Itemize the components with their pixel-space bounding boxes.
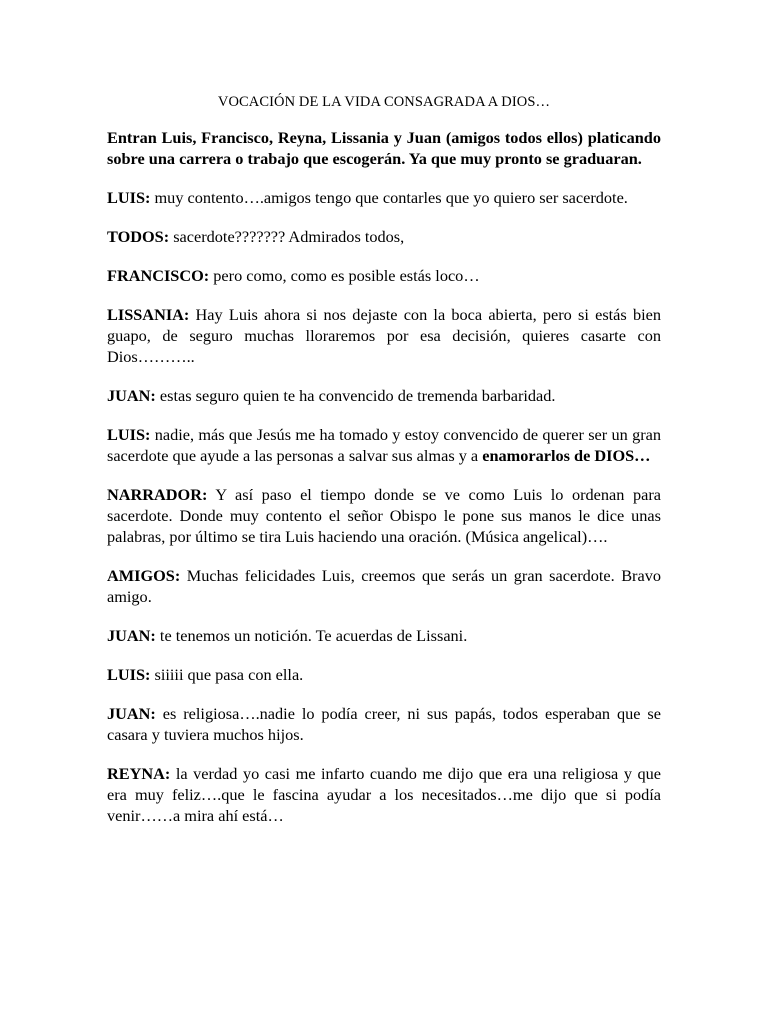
dialogue-text: nadie, más que Jesús me ha tomado y estoy convencido de querer ser un gran sacerdote que ayude a las personas a salvar sus almas y a <box>107 425 661 465</box>
dialogue-text: sacerdote??????? Admirados todos, <box>169 227 405 246</box>
dialogue-text: es religiosa….nadie lo podía creer, ni sus papás, todos esperaban que se casara y tuviera muchos hijos. <box>107 704 661 744</box>
dialogue-line <box>107 565 661 607</box>
emphasized-text: enamorarlos de DIOS… <box>482 446 651 465</box>
dialogue-line <box>107 703 661 745</box>
dialogue-line <box>107 484 661 547</box>
dialogue-line <box>107 625 661 646</box>
speaker-name: AMIGOS: <box>107 566 181 585</box>
dialogue-text: muy contento….amigos tengo que contarles que yo quiero ser sacerdote. <box>150 188 628 207</box>
speaker-name: LISSANIA: <box>107 305 190 324</box>
dialogue-line <box>107 304 661 367</box>
dialogue-text: siiiii que pasa con ella. <box>150 665 304 684</box>
speaker-name: JUAN: <box>107 626 156 645</box>
dialogue-text: Muchas felicidades Luis, creemos que serás un gran sacerdote. Bravo amigo. <box>107 566 661 606</box>
dialogue-text: Hay Luis ahora si nos dejaste con la boca abierta, pero si estás bien guapo, de seguro muchas lloraremos por esa decisión, quieres casarte con Dios……….. <box>107 305 661 366</box>
dialogue-line <box>107 385 661 406</box>
dialogue-text: pero como, como es posible estás loco… <box>209 266 480 285</box>
dialogue-text: te tenemos un notición. Te acuerdas de Lissani. <box>155 626 468 645</box>
document-title: VOCACIÓN DE LA VIDA CONSAGRADA A DIOS… <box>217 94 551 110</box>
speaker-name: FRANCISCO: <box>107 266 210 285</box>
dialogue-line <box>107 265 661 286</box>
dialogue-line <box>107 424 661 466</box>
speaker-name: JUAN: <box>107 704 156 723</box>
dialogue-text: Y así paso el tiempo donde se ve como Luis lo ordenan para sacerdote. Donde muy contento el señor Obispo le pone sus manos le dice unas palabras, por último se tira Luis haciendo una oración. (Música angelical)…. <box>107 485 661 546</box>
speaker-name: JUAN: <box>107 386 156 405</box>
speaker-name: REYNA: <box>107 764 171 783</box>
dialogue-line <box>107 664 661 685</box>
dialogue-line <box>107 187 661 208</box>
speaker-name: LUIS: <box>107 425 151 444</box>
speaker-name: LUIS: <box>107 665 151 684</box>
speaker-name: TODOS: <box>107 227 170 246</box>
document-page <box>107 92 661 844</box>
dialogue-line <box>107 226 661 247</box>
dialogue-text: estas seguro quien te ha convencido de tremenda barbaridad. <box>155 386 556 405</box>
speaker-name: LUIS: <box>107 188 151 207</box>
speaker-name: NARRADOR: <box>107 485 208 504</box>
dialogue-line <box>107 763 661 826</box>
intro-paragraph: Entran Luis, Francisco, Reyna, Lissania y Juan (amigos todos ellos) platicando sobre una carrera o trabajo que escogerán. Ya que muy pronto se graduaran. <box>107 128 661 168</box>
dialogue-text: la verdad yo casi me infarto cuando me dijo que era una religiosa y que era muy feliz….que le fascina ayudar a los necesitados…me dijo que si podía venir……a mira ahí está… <box>107 764 661 825</box>
